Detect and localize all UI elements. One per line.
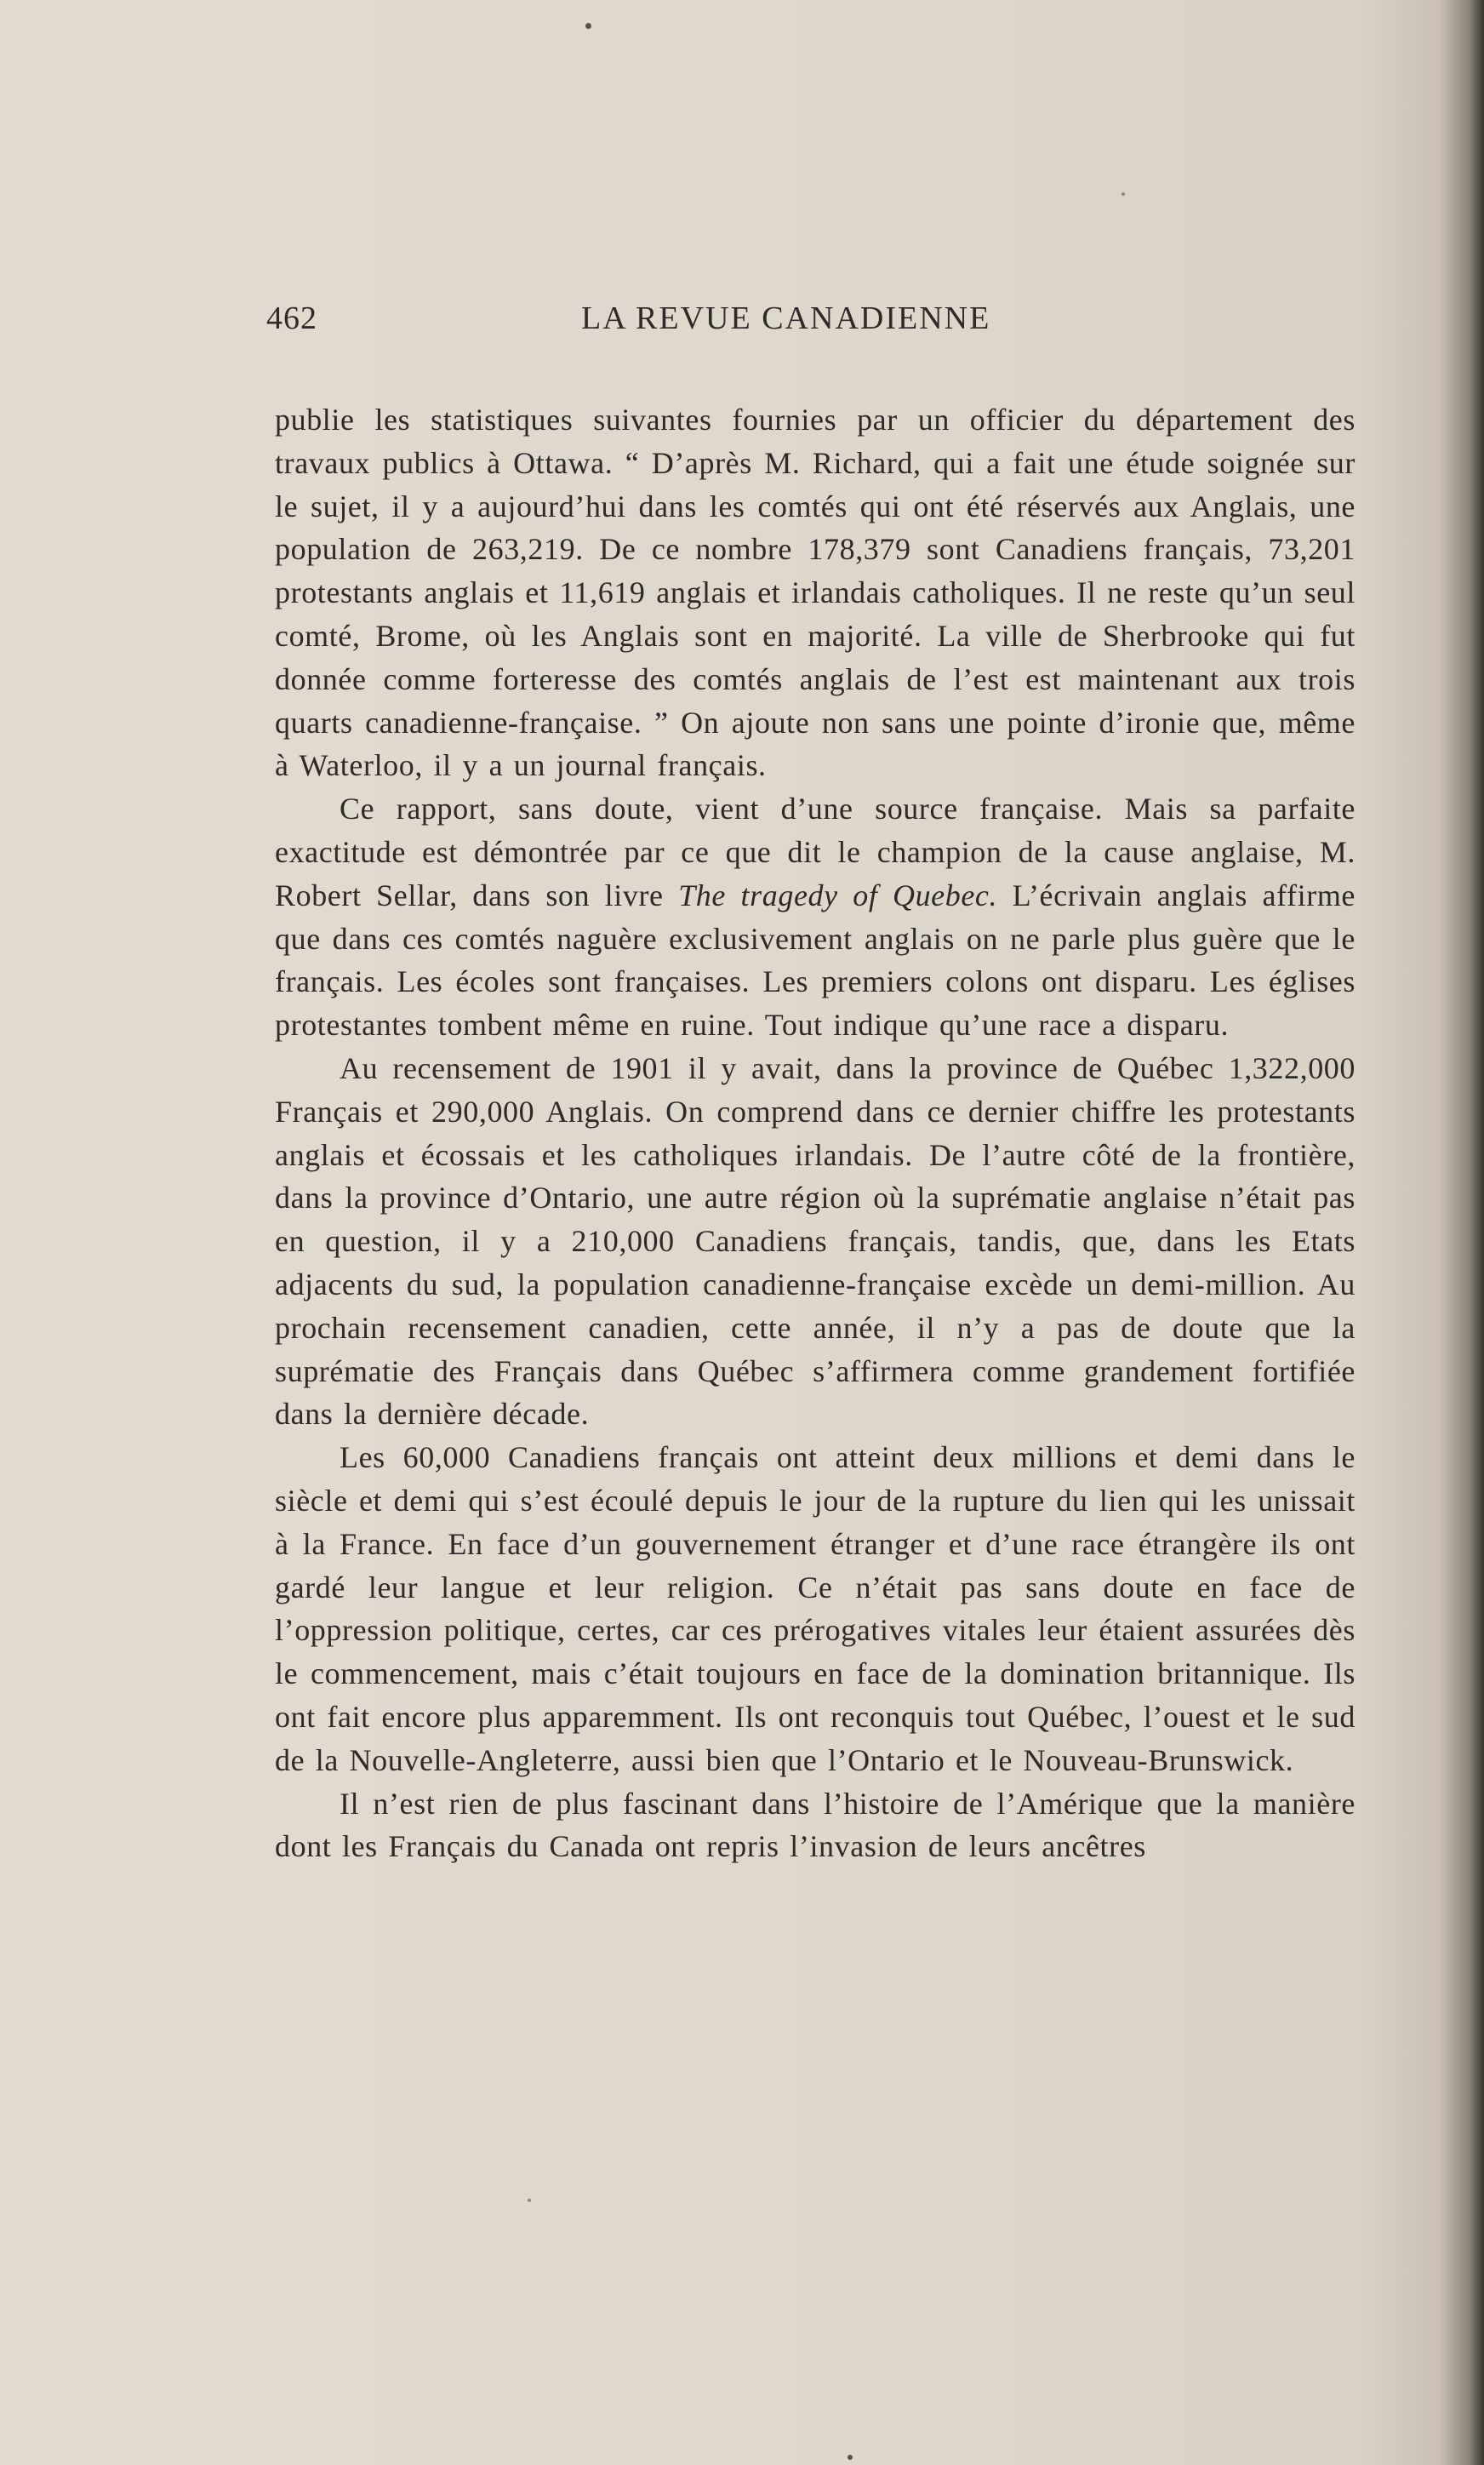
paragraph <box>275 787 1356 1047</box>
paper-speck <box>1122 192 1125 196</box>
page-number: 462 <box>266 300 317 336</box>
paper-speck <box>585 23 591 29</box>
paragraph: Les 60,000 Canadiens français ont atteint deux millions et demi dans le siècle et demi qui s’est écoulé depuis le jour de la rupture du lien qui les unissait à la France. En face d’un gouvernement étranger et d’une race étrangère ils ont gardé leur langue et leur religion. Ce n’était pas sans doute en face de l’oppression politique, certes, car ces prérogatives vitales leur étaient assurées dès le commencement, mais c’était toujours en face de la domination britannique. Ils ont fait encore plus apparemment. Ils ont reconquis tout Québec, l’ouest et le sud de la Nouvelle-Angleterre, aussi bien que l’Ontario et le Nouveau-Brunswick. <box>275 1440 1356 1777</box>
paragraph: publie les statistiques suivantes fournies par un officier du département des travaux publics à Ottawa. “ D’après M. Richard, qui a fait une étude soignée sur le sujet, il y a aujourd’hui dans les comtés qui ont été réservés aux Anglais, une population de 263,219. De ce nombre 178,379 sont Canadiens français, 73,201 protestants anglais et 11,619 anglais et irlandais catholiques. Il ne reste qu’un seul comté, Brome, où les Anglais sont en majorité. La ville de Sherbrooke qui fut donnée comme forteresse des comtés anglais de l’est est maintenant aux trois quarts canadienne-française. ” On ajoute non sans une pointe d’ironie que, même à Waterloo, il y a un journal français. <box>275 403 1356 783</box>
paragraph: Il n’est rien de plus fascinant dans l’histoire de l’Amérique que la manière dont les Français du Canada ont repris l’invasion de leurs ancêtres <box>275 1786 1356 1864</box>
running-title: LA REVUE CANADIENNE <box>581 300 991 336</box>
page-header <box>266 300 1364 342</box>
paragraph: Au recensement de 1901 il y avait, dans la province de Québec 1,322,000 Français et 290,000 Anglais. On comprend dans ce dernier chiffre les protestants anglais et écossais et les catholiques irlandais. De l’autre côté de la frontière, dans la province d’Ontario, une autre région où la suprématie anglaise n’était pas en question, il y a 210,000 Canadiens français, tandis, que, dans les Etats adjacents du sud, la population canadienne-française excède un demi-million. Au prochain recensement canadien, cette année, il n’y a pas de doute que la suprématie des Français dans Québec s’affirmera comme grandement fortifiée dans la dernière décade. <box>275 1050 1356 1432</box>
paper-speck <box>528 2199 531 2202</box>
paper-speck <box>848 2455 853 2460</box>
article-body <box>275 398 1356 1868</box>
paragraph-text: L’écrivain anglais affirme que dans ces comtés naguère exclusivement anglais on ne parle plus guère que le français. Les écoles sont françaises. Les premiers colons ont disparu. Les églises protestantes tombent même en ruine. Tout indique qu’une race a disparu. <box>275 878 1356 1043</box>
book-title: The tragedy of Quebec. <box>678 878 998 912</box>
paragraph-text: Ce rapport, sans doute, vient d’une source française. Mais sa parfaite exactitude est démontrée par ce que dit le champion de la cause anglaise, M. Robert Sellar, dans son livre <box>275 792 1356 912</box>
